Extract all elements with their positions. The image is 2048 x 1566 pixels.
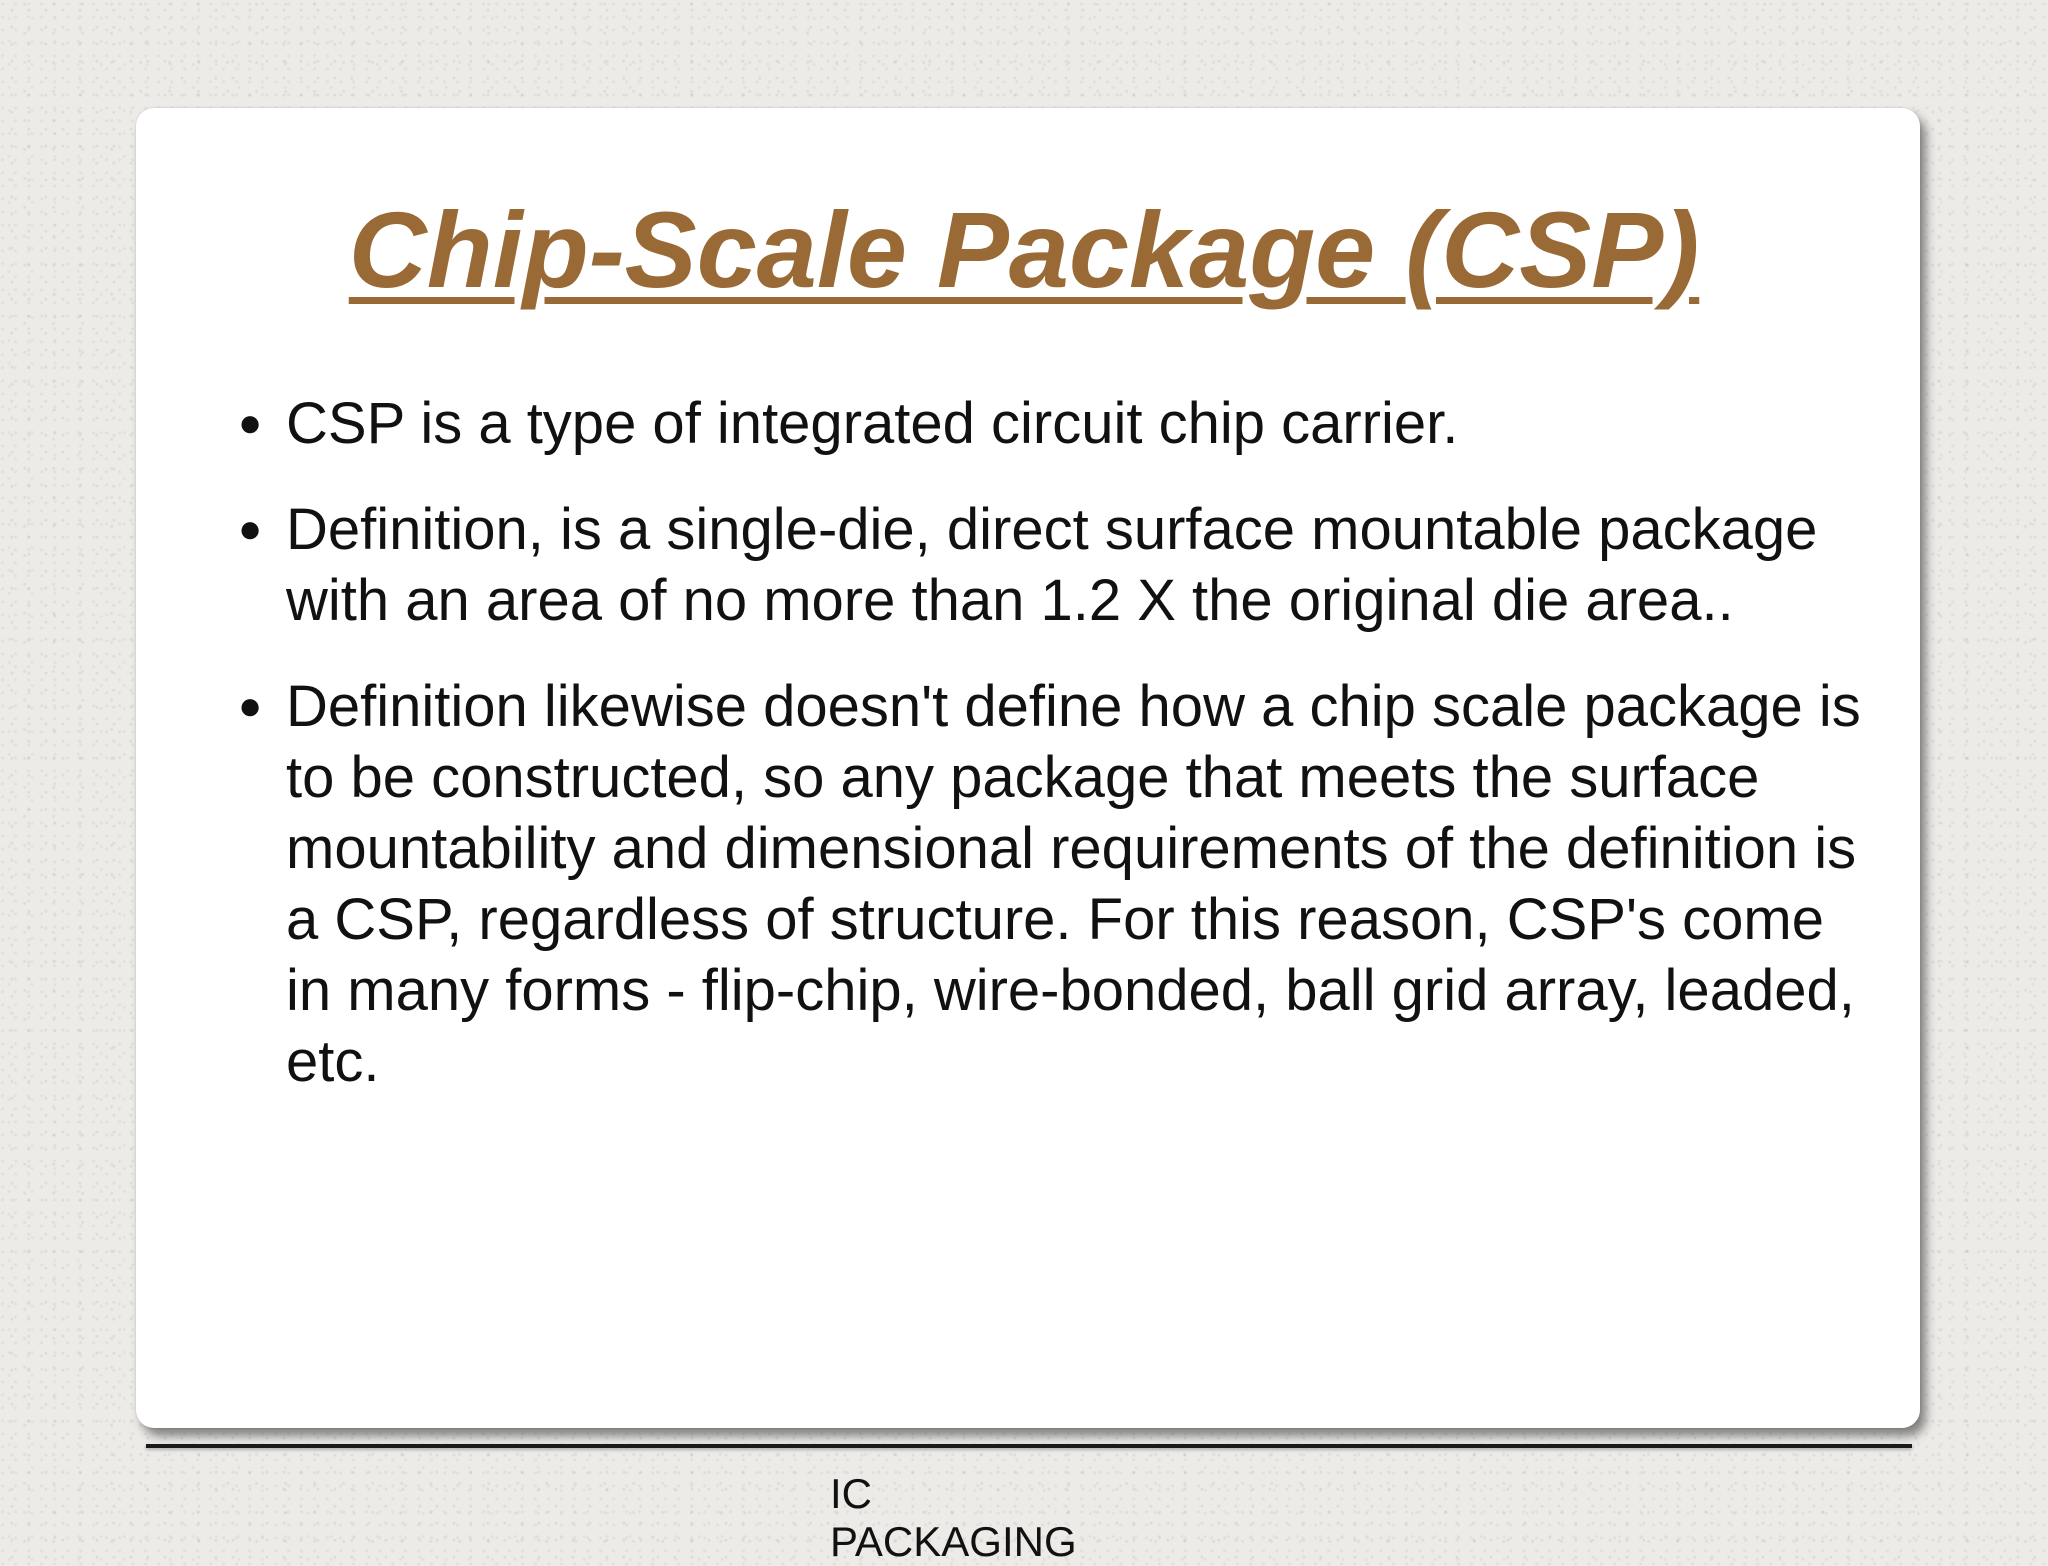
bullet-list [238, 388, 1878, 1132]
bullet-item [238, 388, 1878, 459]
bullet-dot-icon: ● [238, 684, 263, 728]
footer-divider [146, 1444, 1912, 1448]
slide-title: Chip-Scale Package (CSP) [348, 189, 1700, 310]
bullet-dot-icon: ● [238, 401, 263, 445]
bullet-item [238, 494, 1878, 636]
footer-label: IC PACKAGING [830, 1470, 1077, 1565]
bullet-item [238, 671, 1878, 1097]
bullet-text: Definition likewise doesn't define how a chip scale package is to be constructed, so any package that meets the surface mountability and dimensional requirements of the definition is a CSP, regardless of structure. For this reason, CSP's come in many forms - flip-chip, wire-bonded, ball grid array, leaded, etc. [286, 674, 1861, 1094]
bullet-dot-icon: ● [238, 507, 263, 551]
bullet-text: Definition, is a single-die, direct surface mountable package with an area of no more than 1.2 X the original die area.. [286, 497, 1818, 633]
bullet-text: CSP is a type of integrated circuit chip carrier. [286, 391, 1459, 456]
